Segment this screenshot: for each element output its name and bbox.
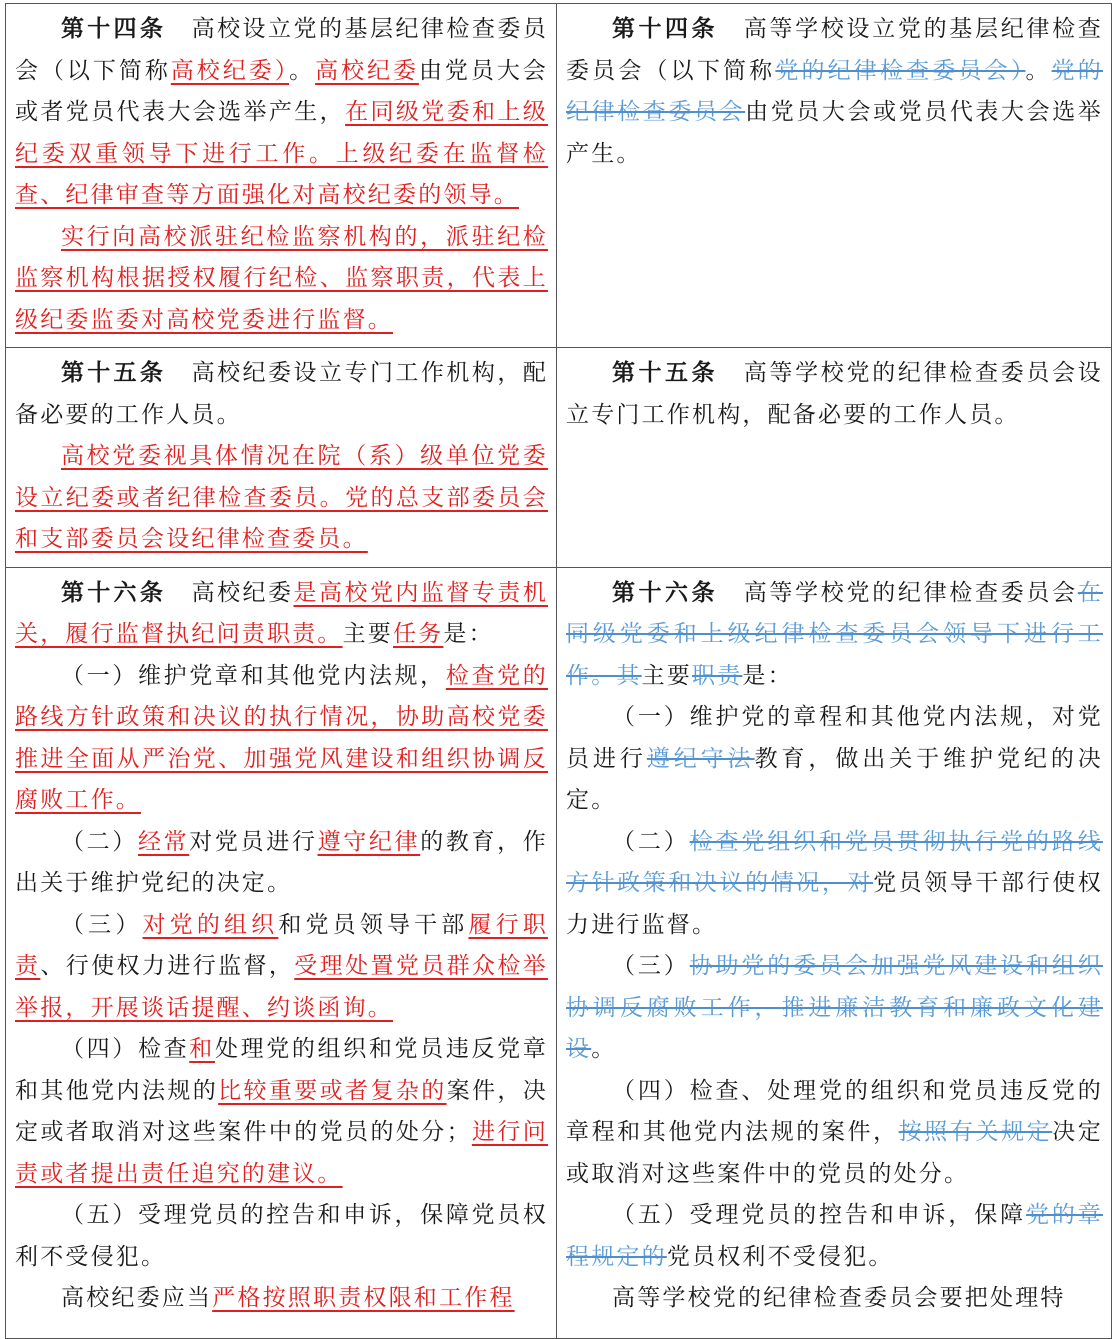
text-run: （一）维护党章和其他党内法规， xyxy=(61,662,446,689)
text-run: 高校设立党的基层纪律检查委员会（以下简称 xyxy=(15,16,549,84)
article-paragraph xyxy=(15,1195,548,1278)
text-run: 教育，做出关于维护党纪的决定。 xyxy=(566,745,1103,813)
deleted-text: 党的章程规定的 xyxy=(566,1202,1104,1270)
deleted-text: 在同级党委和上级纪律检查委员会领导下进行工作。其 xyxy=(566,579,1103,689)
text-run: 由党员大会或党员代表大会选举产生。 xyxy=(566,99,1103,167)
added-text: 高校纪委） xyxy=(170,57,290,84)
text-run: 主要 xyxy=(342,621,394,647)
right-cell xyxy=(557,4,1112,348)
text-run: 是： xyxy=(742,662,793,689)
article-paragraph xyxy=(15,905,548,1030)
added-text: 进行问责或者提出责任追究的建议。 xyxy=(15,1119,548,1187)
article-paragraph xyxy=(15,1029,548,1195)
text-run: 由党员大会或者党员代表大会选举产生， xyxy=(15,57,549,125)
text-run: 高校纪委设立专门工作机构，配备必要的工作人员。 xyxy=(15,360,549,428)
article-paragraph xyxy=(566,352,1103,436)
added-text: 比较重要或者复杂的 xyxy=(218,1077,447,1104)
text-run: 处理党的组织和党员违反党章和其他党内法规的 xyxy=(15,1036,548,1104)
table-row xyxy=(6,567,1112,1338)
article-paragraph xyxy=(566,1195,1103,1278)
article-number: 第十六条 xyxy=(61,578,167,606)
article-paragraph xyxy=(15,217,548,342)
added-text: 履行职责 xyxy=(15,911,549,979)
article-paragraph xyxy=(566,1278,1103,1320)
right-cell xyxy=(557,348,1112,568)
text-run: 决定或取消对这些案件中的党员的处分。 xyxy=(566,1119,1104,1187)
article-paragraph xyxy=(566,697,1103,822)
article-number: 第十六条 xyxy=(612,578,718,606)
deleted-text: 按照有关规定 xyxy=(898,1119,1053,1145)
text-run: 和党员领导干部 xyxy=(278,911,469,938)
added-text: 受理处置党员群众检举举报，开展谈话提醒、约谈函询。 xyxy=(15,953,549,1021)
table-row xyxy=(6,348,1112,568)
text-run: 高等学校设立党的基层纪律检查委员会（以下简称 xyxy=(566,16,1103,84)
left-cell xyxy=(6,348,557,568)
text-run: 是： xyxy=(443,621,494,647)
article-paragraph xyxy=(15,822,548,905)
text-run: 。 xyxy=(591,1036,617,1062)
article-number: 第十五条 xyxy=(61,359,167,386)
added-text: 实行向高校派驻纪检监察机构的，派驻纪检监察机构根据授权履行纪检、监察职责，代表上级纪委监委对高校党委进行监督。 xyxy=(15,223,548,333)
added-text: 高校纪委 xyxy=(315,57,419,84)
text-run: 高校纪委 xyxy=(166,579,294,606)
deleted-text: 党的纪律检查委员会） xyxy=(775,57,1026,84)
text-run: （二） xyxy=(61,828,138,855)
text-run: （三） xyxy=(612,953,690,979)
text-run: （二） xyxy=(612,828,690,855)
article-number: 第十五条 xyxy=(612,359,718,386)
added-text: 在同级党委和上级纪委双重领导下进行工作。上级纪委在监督检查、纪律审查等方面强化对高校纪委的领导。 xyxy=(15,99,548,208)
text-run: 对党员进行 xyxy=(189,828,318,855)
table-row xyxy=(6,4,1112,348)
article-number: 第十四条 xyxy=(612,15,718,42)
deleted-text: 协助党的委员会加强党风建设和组织协调反腐败工作，推进廉洁教育和廉政文化建设 xyxy=(566,953,1103,1062)
added-text: 严格按照职责权限和工作程 xyxy=(212,1285,515,1311)
text-run: 的教育，作出关于维护党纪的决定。 xyxy=(15,828,549,896)
text-run: 。 xyxy=(289,57,316,84)
text-run: 高校纪委应当 xyxy=(61,1285,213,1311)
left-cell xyxy=(6,567,557,1338)
text-run: 高等学校党的纪律检查委员会要把处理特 xyxy=(612,1285,1066,1311)
article-paragraph xyxy=(566,822,1103,947)
text-run: （一）维护党的章程和其他党内法规，对党员进行 xyxy=(566,704,1103,772)
deleted-text: 遵纪守法 xyxy=(646,745,755,772)
right-cell xyxy=(557,567,1112,1338)
text-run: 、行使权力进行监督， xyxy=(40,953,295,979)
article-paragraph xyxy=(15,572,548,656)
added-text: 检查党的路线方针政策和决议的执行情况，协助高校党委推进全面从严治党、加强党风建设和组织协调反腐败工作。 xyxy=(15,662,548,813)
comparison-table xyxy=(5,3,1112,1339)
text-run: 高等学校党的纪律检查委员会 xyxy=(718,579,1078,606)
deleted-text: 职责 xyxy=(692,662,743,689)
added-text: 任务 xyxy=(393,621,444,647)
article-paragraph xyxy=(566,8,1103,175)
text-run: （五）受理党员的控告和申诉，保障党员权利不受侵犯。 xyxy=(15,1202,548,1270)
text-run: 党员权利不受侵犯。 xyxy=(666,1243,894,1270)
added-text: 遵守纪律 xyxy=(317,828,421,855)
article-number: 第十四条 xyxy=(61,15,167,42)
article-paragraph xyxy=(566,946,1103,1071)
text-run: 案件，决定或者取消对这些案件中的党员的处分； xyxy=(15,1077,548,1145)
text-run: （五）受理党员的控告和申诉，保障 xyxy=(612,1202,1027,1228)
article-paragraph xyxy=(566,572,1103,698)
added-text: 高校党委视具体情况在院（系）级单位党委设立纪委或者纪律检查委员。党的总支部委员会和支部委员会设纪律检查委员。 xyxy=(15,443,548,552)
added-text: 对党的组织 xyxy=(142,911,279,938)
left-cell xyxy=(6,4,557,348)
added-text: 是高校党内监督专责机关，履行监督执纪问责职责。 xyxy=(15,579,549,647)
added-text: 经常 xyxy=(137,828,190,855)
text-run: （四）检查 xyxy=(61,1036,190,1062)
text-run: （三） xyxy=(61,911,143,938)
article-paragraph xyxy=(15,656,548,822)
article-paragraph xyxy=(15,352,548,436)
text-run: （四）检查、处理党的组织和党员违反党的章程和其他党内法规的案件， xyxy=(566,1077,1103,1145)
deleted-text: 党的纪律检查委员会 xyxy=(566,57,1103,125)
article-paragraph xyxy=(15,8,548,217)
text-run: 高等学校党的纪律检查委员会设立专门工作机构，配备必要的工作人员。 xyxy=(566,360,1103,428)
text-run: 主要 xyxy=(641,662,693,689)
deleted-text: 检查党组织和党员贯彻执行党的路线方针政策和决议的情况，对 xyxy=(566,828,1103,896)
text-run: 。 xyxy=(1025,57,1052,84)
added-text: 和 xyxy=(189,1036,215,1062)
article-paragraph xyxy=(15,1278,548,1320)
article-paragraph xyxy=(15,436,548,561)
article-paragraph xyxy=(566,1071,1103,1196)
text-run: 党员领导干部行使权力进行监督。 xyxy=(566,870,1103,938)
